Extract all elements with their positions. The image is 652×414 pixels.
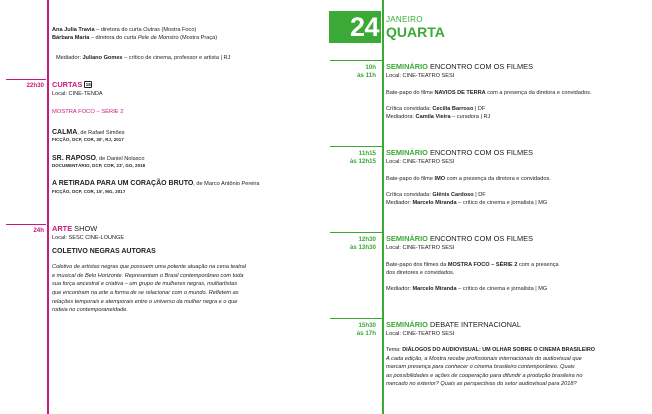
arte-title: ARTE SHOW bbox=[52, 224, 98, 233]
film-item: CALMA, de Rafael Simões FICÇÃO, DCP, COR, 30', RJ, 2017 bbox=[52, 129, 125, 143]
event-block: SEMINÁRIO DEBATE INTERNACIONAL Local: CINE-TEATRO SESI Tema: DIÁLOGOS DO AUDIOVISUAL: UM OLHAR SOBRE O CINEMA BRASILEIRO A cada edição, a Mostra recebe profissionais internacionais do audiovisual que marcam presença para conhecer o cinema brasileiro contemporâneo. Quais as possibilidades e ações de cooperação para difundir a produção brasileira no mercado no exterior? Quais as perspectivas do setor audiovisual para 2018? bbox=[386, 320, 595, 387]
date-badge: 24 bbox=[329, 11, 381, 43]
curtas-title: CURTAS 18 bbox=[52, 80, 91, 89]
age-rating-icon: 18 bbox=[85, 82, 91, 87]
event-time: 15h30 às 17h bbox=[356, 322, 376, 337]
right-green-rule bbox=[382, 0, 384, 414]
event-divider bbox=[330, 232, 382, 233]
event-block: SEMINÁRIO ENCONTRO COM OS FILMES Local: CINE-TEATRO SESI Bate-papo do filme IMO com a presença da diretora e convidados. Crítica convidada: Glênis Cardoso | DF Mediador: Marcelo Miranda – crítico de cinema e jornalista | MG bbox=[386, 148, 551, 207]
curtas-local: Local: CINE-TENDA bbox=[52, 90, 103, 97]
arte-divider bbox=[6, 224, 46, 225]
event-block: SEMINÁRIO ENCONTRO COM OS FILMES Local: CINE-TEATRO SESI Bate-papo do filme NAVIOS DE TERRA com a presença da diretora e convidados. Crítica convidada: Cecília Barroso | DF Mediadora: Camila Vieira – curadora | RJ bbox=[386, 62, 592, 121]
curtas-film-list bbox=[52, 128, 342, 195]
arte-time: 24h bbox=[33, 227, 44, 234]
film-item: SR. RAPOSO, de Daniel Nolasco DOCUMENTÁRIO, DCP, COR, 23', GO, 2018 bbox=[52, 154, 146, 168]
arte-local: Local: SESC CINE-LOUNGE bbox=[52, 234, 125, 241]
event-time: 11h15 às 12h15 bbox=[349, 150, 376, 165]
curtas-section: MOSTRA FOCO – SÉRIE 2 bbox=[52, 108, 124, 115]
arte-heading: COLETIVO NEGRAS AUTORAS bbox=[52, 247, 156, 255]
event-time: 10h às 11h bbox=[357, 64, 376, 79]
arte-block bbox=[52, 225, 342, 315]
curtas-divider bbox=[6, 79, 46, 80]
event-block: SEMINÁRIO ENCONTRO COM OS FILMES Local: CINE-TEATRO SESI Bate-papo dos filmes da MOSTRA FOCO – SÉRIE 2 com a presença dos diretores e convidados. Mediador: Marcelo Miranda – crítico de cinema e jornalista | MG bbox=[386, 234, 559, 293]
event-time: 12h30 às 13h30 bbox=[349, 236, 376, 251]
left-pink-rule bbox=[47, 0, 49, 414]
film-item: A RETIRADA PARA UM CORAÇÃO BRUTO, de Marco Antônio Pereira FICÇÃO, DCP, COR, 15', MG, 2017 bbox=[52, 180, 260, 194]
date-month: JANEIRO bbox=[386, 15, 423, 24]
event-divider bbox=[330, 318, 382, 319]
intro-mediator: Mediador: Juliano Gomes – crítico de cinema, professor e artista | RJ bbox=[56, 55, 231, 61]
event-divider bbox=[330, 60, 382, 61]
date-weekday: QUARTA bbox=[386, 24, 445, 40]
curtas-time: 22h30 bbox=[26, 82, 44, 89]
intro-guests: Ana Julia Travia – diretora do curta Outras (Mostra Foco) Bárbara Maria – diretora do curta Pele de Monstro (Mostra Praça) bbox=[52, 27, 218, 42]
arte-description: Coletivo de artistas negras que possuem uma potente atuação na cena teatral e musical de Belo Horizonte. Representam o Brasil contemporâneo com toda sua força ancestral e criativa – um grupo de mulheres negras, multiartistas que encontram na arte a forma de se relacionar com o mundo. Refletem as relações temporais e atemporais entre o universo da mulher negra e o que rodeia no contemporaneidade. bbox=[52, 264, 247, 314]
event-divider bbox=[330, 146, 382, 147]
curtas-block bbox=[52, 81, 332, 116]
